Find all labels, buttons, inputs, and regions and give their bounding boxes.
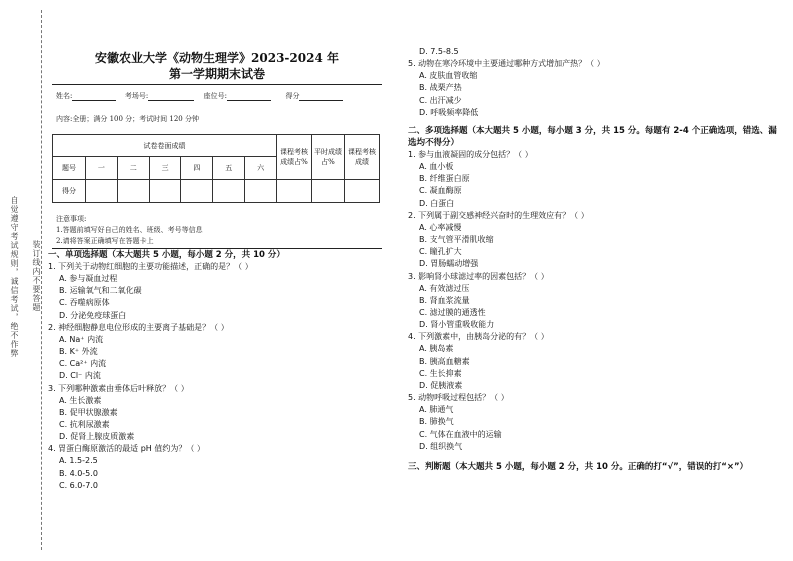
option: C. 凝血酶原 <box>419 186 462 196</box>
col-header: 六 <box>245 157 277 180</box>
option: A. 参与凝血过程 <box>59 274 118 283</box>
exam-meta: 内容:全册；满分 100 分；考试时间 120 分钟 <box>56 115 199 123</box>
option: D. 胃肠蠕动增强 <box>419 259 479 269</box>
option: C. 气体在血液中的运输 <box>419 429 502 439</box>
right-column <box>408 46 783 473</box>
option: D. 促肾上腺皮质激素 <box>59 432 135 442</box>
option: B. K⁺ 外流 <box>59 347 98 357</box>
option: B. 肾血浆流量 <box>419 295 470 305</box>
option: C. Ca²⁺ 内流 <box>59 359 107 369</box>
option: B. 胰高血糖素 <box>419 356 470 366</box>
score-cell[interactable] <box>345 180 380 203</box>
score-table-merged-header: 试卷卷面成绩 <box>53 135 277 157</box>
option: C. 吞噬病原体 <box>59 298 110 308</box>
option: B. 支气管平滑肌收缩 <box>419 235 494 245</box>
course-score-header: 课程考核成绩 <box>345 135 380 180</box>
notes-heading: 注意事项: <box>56 215 87 223</box>
option: A. 生长激素 <box>59 395 102 405</box>
option: C. 瞳孔扩大 <box>419 247 462 257</box>
name-label: 姓名: <box>56 92 73 100</box>
score-cell[interactable] <box>245 180 277 203</box>
note-item: 2.请将答案正确填写在答题卡上 <box>56 237 154 245</box>
seat-number-field[interactable] <box>227 91 271 101</box>
score-row-label: 得分 <box>53 180 86 203</box>
option: D. 白蛋白 <box>419 198 455 208</box>
option: D. 分泌免疫球蛋白 <box>59 310 127 320</box>
section-multiple-choice: 二、多项选择题（本大题共 5 小题，每小题 3 分，共 15 分。每题有 2-4 个正确选项，错选、漏选均不得分） <box>408 126 777 149</box>
question-text: 4. 胃蛋白酶原激活的最适 pH 值约为？（ ） <box>48 444 205 454</box>
option: C. 出汗减少 <box>419 95 462 105</box>
question-text: 3. 下列哪种激素由垂体后叶释放？（ ） <box>48 383 189 393</box>
col-header: 四 <box>181 157 213 180</box>
option: D. 促胰液素 <box>419 381 463 391</box>
notes-block <box>56 214 203 247</box>
option: A. 肺通气 <box>419 405 454 415</box>
option: D. 呼吸频率降低 <box>419 107 479 117</box>
exam-room-field[interactable] <box>148 91 194 101</box>
option: D. 组织换气 <box>419 441 463 451</box>
option: C. 滤过膜的通透性 <box>419 308 486 318</box>
score-cell[interactable] <box>149 180 181 203</box>
option: A. Na⁺ 内流 <box>59 334 104 344</box>
score-field[interactable] <box>299 91 343 101</box>
score-cell[interactable] <box>213 180 245 203</box>
name-field[interactable] <box>72 91 116 101</box>
option: B. 运输氧气和二氧化碳 <box>59 286 142 296</box>
col-header: 三 <box>149 157 181 180</box>
option: A. 1.5-2.5 <box>59 456 98 466</box>
course-weight-header: 课程考核成绩占% <box>277 135 312 180</box>
question-text: 4. 下列激素中，由胰岛分泌的有？（ ） <box>408 332 549 342</box>
question-text: 1. 参与血液凝固的成分包括？（ ） <box>408 150 533 160</box>
question-text: 5. 动物呼吸过程包括？（ ） <box>408 393 509 403</box>
section-true-false: 三、判断题（本大题共 5 小题，每小题 2 分，共 10 分。正确的打“√”，错误的打“×”） <box>408 462 749 473</box>
col-header: 五 <box>213 157 245 180</box>
option: A. 皮肤血管收缩 <box>419 71 478 81</box>
usual-weight-header: 平时成绩占% <box>312 135 345 180</box>
score-cell[interactable] <box>117 180 149 203</box>
option: D. 肾小管重吸收能力 <box>419 320 495 330</box>
seat-label: 考场号: <box>124 92 149 100</box>
score-table <box>52 134 380 203</box>
question-text: 1. 下列关于动物红细胞的主要功能描述，正确的是？（ ） <box>48 262 253 271</box>
left-column <box>48 249 388 492</box>
score-cell[interactable] <box>86 180 118 203</box>
option: B. 战栗产热 <box>419 83 462 93</box>
section-single-choice: 一、单项选择题（本大题共 5 小题，每小题 2 分，共 10 分） <box>48 250 285 260</box>
col-header: 一 <box>86 157 118 180</box>
header-top-rule <box>52 84 382 85</box>
option: A. 胰岛素 <box>419 344 454 354</box>
option: B. 促甲状腺激素 <box>59 407 118 417</box>
option: A. 心率减慢 <box>419 222 462 232</box>
note-item: 1.答题前填写好自己的姓名、班级、考号等信息 <box>56 226 203 234</box>
option: B. 纤维蛋白原 <box>419 174 470 184</box>
score-cell[interactable] <box>181 180 213 203</box>
exam-title-line2: 第一学期期末试卷 <box>168 67 265 81</box>
option: B. 肺换气 <box>419 417 454 427</box>
question-text: 2. 下列属于副交感神经兴奋时的生理效应有？（ ） <box>408 210 589 220</box>
binding-warning: 装订线内不要答题 <box>32 240 41 312</box>
question-text: 3. 影响肾小球滤过率的因素包括？（ ） <box>408 271 549 281</box>
question-text: 5. 动物在寒冷环境中主要通过哪种方式增加产热？（ ） <box>408 59 605 69</box>
question-text: 2. 神经细胞静息电位形成的主要离子基础是？（ ） <box>48 322 229 332</box>
score-label: 得分 <box>285 92 300 100</box>
option: A. 有效滤过压 <box>419 283 470 293</box>
option: C. 抗利尿激素 <box>59 420 110 430</box>
col-header: 二 <box>117 157 149 180</box>
position-label: 座位号: <box>203 92 228 100</box>
question-number-label: 题号 <box>53 157 86 180</box>
option: C. 6.0-7.0 <box>59 480 99 490</box>
option: B. 4.0-5.0 <box>59 468 98 478</box>
binding-line <box>41 10 42 550</box>
integrity-pledge: 自觉遵守考试规则，诚信考试，绝不作弊 <box>10 196 19 358</box>
exam-title-line1: 安徽农业大学《动物生理学》2023-2024 年 <box>95 51 339 65</box>
score-cell[interactable] <box>277 180 312 203</box>
score-cell[interactable] <box>312 180 345 203</box>
option: D. Cl⁻ 内流 <box>59 371 101 381</box>
student-info-row <box>56 91 382 101</box>
option: D. 7.5-8.5 <box>419 47 459 56</box>
option: C. 生长抑素 <box>419 368 462 378</box>
option: A. 血小板 <box>419 162 454 172</box>
